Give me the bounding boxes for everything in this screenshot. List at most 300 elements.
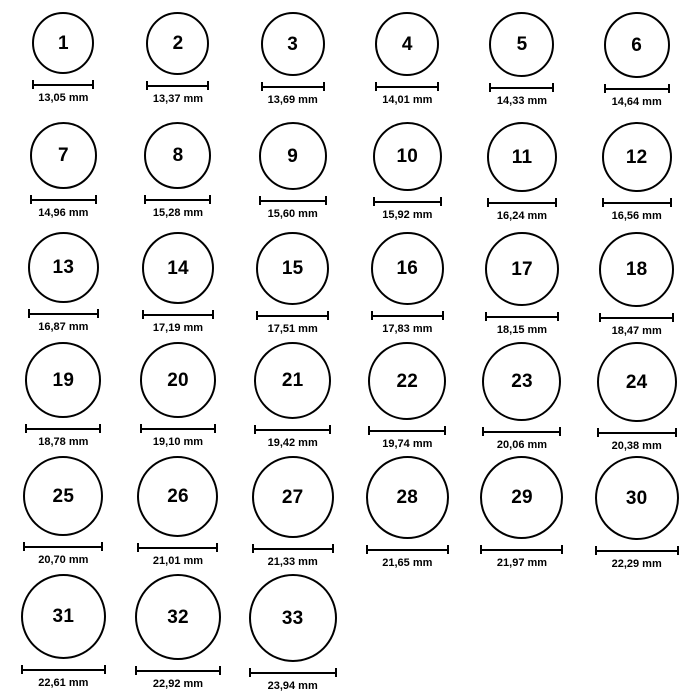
ring-measurement (140, 424, 216, 448)
ring-size-cell[interactable] (579, 452, 694, 570)
ring-circle[interactable] (21, 574, 106, 659)
measurement-bar-icon (489, 83, 554, 92)
ring-circle-wrap (254, 342, 331, 419)
ring-circle[interactable] (256, 232, 329, 305)
ring-size-cell[interactable] (121, 452, 236, 570)
ring-circle-wrap (597, 342, 677, 422)
measurement-line (21, 669, 106, 671)
ring-size-number: 33 (281, 607, 304, 629)
ring-size-cell[interactable] (235, 8, 350, 118)
measurement-tick-right (447, 545, 449, 554)
ring-size-number: 4 (401, 33, 413, 55)
ring-circle[interactable] (604, 12, 670, 78)
ring-size-cell[interactable] (121, 570, 236, 692)
measurement-value: 14,01 mm (382, 94, 433, 106)
ring-circle-wrap (261, 12, 325, 76)
ring-circle[interactable] (142, 232, 214, 304)
measurement-value: 20,06 mm (496, 439, 548, 451)
ring-size-number: 5 (516, 34, 528, 55)
measurement-tick-left (602, 198, 604, 207)
measurement-tick-left (254, 425, 256, 434)
ring-size-number: 10 (396, 146, 419, 167)
measurement-tick-right (440, 197, 442, 206)
ring-circle[interactable] (135, 574, 221, 660)
ring-size-cell[interactable] (465, 452, 580, 570)
measurement-value: 13,37 mm (152, 93, 204, 105)
measurement-bar-icon (368, 426, 446, 435)
ring-size-cell[interactable] (235, 570, 350, 692)
ring-size-number: 18 (625, 259, 648, 280)
measurement-value: 20,70 mm (38, 554, 89, 566)
ring-circle-wrap (249, 574, 337, 662)
ring-size-cell[interactable] (235, 118, 350, 228)
measurement-value: 17,83 mm (382, 323, 433, 335)
measurement-value: 18,47 mm (611, 325, 662, 337)
measurement-tick-right (104, 665, 106, 674)
ring-circle-wrap (252, 456, 334, 538)
measurement-tick-left (28, 309, 30, 318)
ring-circle[interactable] (597, 342, 677, 422)
measurement-value: 20,38 mm (611, 440, 662, 452)
measurement-tick-left (597, 428, 599, 437)
ring-size-cell[interactable] (235, 452, 350, 570)
ring-size-grid (6, 8, 694, 692)
measurement-value: 14,33 mm (496, 95, 548, 107)
measurement-line (254, 429, 331, 431)
measurement-tick-right (207, 81, 209, 90)
ring-size-cell[interactable] (6, 228, 121, 338)
measurement-bar-icon (140, 424, 216, 433)
ring-circle[interactable] (489, 12, 554, 77)
ring-measurement (599, 313, 674, 337)
ring-circle[interactable] (144, 122, 211, 189)
ring-circle[interactable] (595, 456, 679, 540)
ring-size-number: 13 (52, 257, 75, 278)
measurement-tick-right (323, 82, 325, 91)
ring-circle[interactable] (140, 342, 216, 418)
ring-measurement (135, 666, 221, 690)
measurement-tick-right (214, 424, 216, 433)
measurement-value: 21,33 mm (267, 556, 318, 568)
ring-measurement (375, 82, 439, 106)
ring-size-cell[interactable] (6, 338, 121, 452)
ring-circle[interactable] (28, 232, 99, 303)
measurement-tick-right (442, 311, 444, 320)
measurement-value: 16,56 mm (611, 210, 662, 222)
measurement-bar-icon (142, 310, 214, 319)
ring-size-number: 31 (52, 606, 75, 627)
ring-circle-wrap (135, 574, 221, 660)
measurement-tick-right (92, 80, 94, 89)
measurement-bar-icon (375, 82, 439, 91)
measurement-tick-right (332, 544, 334, 553)
measurement-value: 22,29 mm (611, 558, 662, 570)
measurement-tick-right (329, 425, 331, 434)
measurement-bar-icon (23, 542, 103, 551)
measurement-tick-right (668, 84, 670, 93)
measurement-bar-icon (256, 311, 329, 320)
ring-measurement (597, 428, 677, 452)
measurement-line (144, 199, 211, 201)
ring-circle[interactable] (137, 456, 218, 537)
measurement-value: 18,15 mm (496, 324, 548, 336)
measurement-bar-icon (597, 428, 677, 437)
ring-measurement (259, 196, 327, 220)
measurement-bar-icon (487, 198, 557, 207)
ring-size-cell[interactable] (121, 338, 236, 452)
ring-circle-wrap (140, 342, 216, 418)
measurement-line (28, 313, 99, 315)
measurement-tick-left (256, 311, 258, 320)
measurement-tick-left (366, 545, 368, 554)
ring-measurement (252, 544, 334, 568)
ring-circle[interactable] (480, 456, 563, 539)
ring-size-cell[interactable] (6, 570, 121, 692)
measurement-tick-left (140, 424, 142, 433)
ring-measurement (604, 84, 670, 108)
ring-circle-wrap (28, 232, 99, 303)
ring-circle-wrap (137, 456, 218, 537)
measurement-line (146, 85, 209, 87)
measurement-tick-left (595, 546, 597, 555)
measurement-tick-left (599, 313, 601, 322)
ring-measurement (254, 425, 331, 449)
ring-measurement (256, 311, 329, 335)
ring-circle-wrap (599, 232, 674, 307)
measurement-value: 22,61 mm (38, 677, 89, 689)
ring-measurement (371, 311, 444, 335)
measurement-line (256, 315, 329, 317)
ring-circle[interactable] (487, 122, 557, 192)
measurement-tick-right (327, 311, 329, 320)
ring-measurement (142, 310, 214, 334)
measurement-tick-right (101, 542, 103, 551)
ring-circle[interactable] (482, 342, 561, 421)
ring-circle[interactable] (599, 232, 674, 307)
ring-size-cell[interactable] (121, 8, 236, 118)
ring-measurement (480, 545, 563, 569)
measurement-tick-right (95, 195, 97, 204)
ring-circle[interactable] (146, 12, 209, 75)
ring-size-number: 1 (57, 32, 69, 54)
measurement-tick-left (259, 196, 261, 205)
measurement-tick-right (335, 668, 337, 677)
ring-size-number: 29 (511, 487, 533, 508)
measurement-tick-right (209, 195, 211, 204)
ring-measurement (373, 197, 442, 221)
measurement-value: 15,92 mm (382, 209, 433, 221)
ring-circle[interactable] (485, 232, 559, 306)
ring-size-number: 24 (625, 371, 648, 393)
ring-circle-wrap (602, 122, 672, 192)
ring-size-cell[interactable] (6, 8, 121, 118)
ring-circle[interactable] (32, 12, 94, 74)
ring-circle[interactable] (368, 342, 446, 420)
measurement-value: 16,87 mm (38, 321, 89, 333)
ring-size-number: 2 (172, 33, 184, 54)
ring-circle-wrap (604, 12, 670, 78)
measurement-value: 18,78 mm (38, 436, 89, 448)
ring-size-number: 21 (281, 370, 304, 391)
ring-size-cell[interactable] (6, 452, 121, 570)
ring-measurement (482, 427, 561, 451)
ring-size-cell[interactable] (121, 228, 236, 338)
measurement-tick-left (32, 80, 34, 89)
measurement-value: 14,96 mm (38, 207, 89, 219)
ring-measurement (595, 546, 679, 570)
ring-circle[interactable] (261, 12, 325, 76)
measurement-bar-icon (249, 668, 337, 677)
ring-circle-wrap (30, 122, 97, 189)
ring-size-cell[interactable] (465, 118, 580, 228)
measurement-value: 19,10 mm (152, 436, 204, 448)
ring-size-number: 23 (511, 371, 533, 392)
ring-measurement (485, 312, 559, 336)
measurement-tick-left (368, 426, 370, 435)
measurement-line (597, 432, 677, 434)
measurement-line (137, 547, 218, 549)
ring-size-number: 25 (52, 485, 75, 507)
ring-size-number: 9 (287, 145, 299, 167)
ring-circle-wrap (25, 342, 101, 418)
ring-size-cell[interactable] (235, 228, 350, 338)
measurement-line (32, 84, 94, 86)
measurement-tick-left (375, 82, 377, 91)
measurement-tick-left (25, 424, 27, 433)
measurement-bar-icon (30, 195, 97, 204)
measurement-tick-left (249, 668, 251, 677)
measurement-tick-left (137, 543, 139, 552)
measurement-tick-right (97, 309, 99, 318)
measurement-bar-icon (146, 81, 209, 90)
measurement-line (595, 550, 679, 552)
ring-size-cell[interactable] (579, 8, 694, 118)
measurement-bar-icon (252, 544, 334, 553)
measurement-bar-icon (485, 312, 559, 321)
ring-circle-wrap (487, 122, 557, 192)
ring-circle-wrap (485, 232, 559, 306)
measurement-tick-left (261, 82, 263, 91)
measurement-line (489, 87, 554, 89)
measurement-tick-right (99, 424, 101, 433)
measurement-tick-left (485, 312, 487, 321)
measurement-value: 13,05 mm (38, 92, 89, 104)
measurement-tick-right (561, 545, 563, 554)
measurement-tick-left (482, 427, 484, 436)
ring-size-cell[interactable] (350, 338, 465, 452)
ring-size-cell[interactable] (579, 118, 694, 228)
ring-measurement (32, 80, 94, 104)
measurement-bar-icon (602, 198, 672, 207)
measurement-value: 14,64 mm (611, 96, 662, 108)
ring-size-number: 3 (287, 33, 299, 55)
ring-size-cell[interactable] (6, 118, 121, 228)
measurement-value: 19,42 mm (267, 437, 318, 449)
ring-circle[interactable] (371, 232, 444, 305)
ring-size-number: 28 (396, 487, 419, 508)
ring-circle-wrap (595, 456, 679, 540)
measurement-bar-icon (366, 545, 449, 554)
ring-circle-wrap (489, 12, 554, 77)
measurement-line (25, 428, 101, 430)
measurement-bar-icon (135, 666, 221, 675)
ring-measurement (366, 545, 449, 569)
ring-size-cell[interactable] (350, 118, 465, 228)
ring-size-cell[interactable] (235, 338, 350, 452)
ring-size-cell[interactable] (465, 338, 580, 452)
measurement-bar-icon (595, 546, 679, 555)
measurement-bar-icon (480, 545, 563, 554)
ring-circle-wrap (23, 456, 103, 536)
measurement-bar-icon (599, 313, 674, 322)
measurement-line (482, 431, 561, 433)
measurement-line (371, 315, 444, 317)
ring-size-number: 6 (631, 34, 643, 56)
measurement-line (366, 549, 449, 551)
measurement-line (373, 201, 442, 203)
ring-circle[interactable] (252, 456, 334, 538)
ring-measurement (28, 309, 99, 333)
ring-size-number: 32 (167, 606, 189, 628)
ring-size-cell[interactable] (350, 8, 465, 118)
ring-circle[interactable] (30, 122, 97, 189)
measurement-tick-left (604, 84, 606, 93)
measurement-line (599, 317, 674, 319)
ring-size-cell[interactable] (350, 228, 465, 338)
measurement-tick-right (557, 312, 559, 321)
measurement-bar-icon (25, 424, 101, 433)
measurement-line (23, 546, 103, 548)
ring-circle-wrap (368, 342, 446, 420)
measurement-line (135, 670, 221, 672)
ring-circle[interactable] (25, 342, 101, 418)
measurement-line (30, 199, 97, 201)
ring-measurement (146, 81, 209, 105)
ring-circle[interactable] (602, 122, 672, 192)
ring-circle[interactable] (254, 342, 331, 419)
ring-size-number: 12 (625, 146, 648, 168)
ring-size-cell[interactable] (350, 452, 465, 570)
ring-circle[interactable] (373, 122, 442, 191)
measurement-tick-right (559, 427, 561, 436)
ring-measurement (249, 668, 337, 692)
ring-size-number: 7 (57, 145, 69, 166)
ring-circle-wrap (256, 232, 329, 305)
measurement-bar-icon (261, 82, 325, 91)
measurement-line (259, 200, 327, 202)
ring-circle[interactable] (259, 122, 327, 190)
ring-size-number: 30 (625, 487, 648, 509)
ring-circle-wrap (259, 122, 327, 190)
measurement-line (368, 430, 446, 432)
measurement-tick-left (371, 311, 373, 320)
ring-circle-wrap (482, 342, 561, 421)
ring-size-number: 17 (511, 258, 533, 280)
measurement-tick-right (552, 83, 554, 92)
ring-measurement (261, 82, 325, 106)
measurement-line (602, 202, 672, 204)
ring-size-cell[interactable] (465, 228, 580, 338)
measurement-tick-left (480, 545, 482, 554)
ring-circle[interactable] (23, 456, 103, 536)
measurement-tick-left (373, 197, 375, 206)
ring-size-number: 11 (511, 146, 533, 168)
ring-measurement (368, 426, 446, 450)
ring-measurement (25, 424, 101, 448)
ring-size-number: 15 (281, 258, 304, 279)
ring-circle-wrap (142, 232, 214, 304)
ring-measurement (489, 83, 554, 107)
measurement-value: 19,74 mm (382, 438, 433, 450)
measurement-bar-icon (604, 84, 670, 93)
measurement-tick-right (444, 426, 446, 435)
measurement-bar-icon (137, 543, 218, 552)
measurement-value: 21,01 mm (152, 555, 204, 567)
ring-size-cell[interactable] (121, 118, 236, 228)
ring-measurement (137, 543, 218, 567)
measurement-value: 23,94 mm (267, 680, 318, 692)
ring-circle-wrap (375, 12, 439, 76)
measurement-bar-icon (144, 195, 211, 204)
measurement-bar-icon (28, 309, 99, 318)
measurement-line (487, 202, 557, 204)
ring-size-number: 27 (281, 486, 304, 508)
measurement-line (142, 314, 214, 316)
measurement-line (261, 86, 325, 88)
ring-circle-wrap (371, 232, 444, 305)
ring-measurement (144, 195, 211, 219)
measurement-value: 13,69 mm (267, 94, 318, 106)
measurement-bar-icon (482, 427, 561, 436)
measurement-bar-icon (373, 197, 442, 206)
ring-measurement (21, 665, 106, 689)
ring-circle[interactable] (366, 456, 449, 539)
ring-circle[interactable] (375, 12, 439, 76)
measurement-tick-left (30, 195, 32, 204)
measurement-value: 17,51 mm (267, 323, 318, 335)
measurement-line (480, 549, 563, 551)
measurement-bar-icon (21, 665, 106, 674)
ring-size-cell[interactable] (579, 228, 694, 338)
measurement-value: 17,19 mm (152, 322, 204, 334)
ring-measurement (602, 198, 672, 222)
measurement-tick-right (212, 310, 214, 319)
ring-size-number: 14 (167, 257, 189, 279)
measurement-line (140, 428, 216, 430)
measurement-value: 15,28 mm (152, 207, 204, 219)
ring-circle-wrap (480, 456, 563, 539)
ring-size-cell[interactable] (579, 338, 694, 452)
measurement-value: 21,97 mm (496, 557, 548, 569)
ring-size-number: 26 (167, 486, 189, 507)
ring-circle[interactable] (249, 574, 337, 662)
measurement-tick-left (142, 310, 144, 319)
ring-circle-wrap (366, 456, 449, 539)
ring-size-number: 19 (52, 369, 75, 391)
measurement-bar-icon (254, 425, 331, 434)
measurement-tick-left (487, 198, 489, 207)
ring-size-number: 16 (396, 258, 419, 279)
measurement-tick-right (216, 543, 218, 552)
measurement-line (252, 548, 334, 550)
measurement-tick-right (219, 666, 221, 675)
measurement-value: 16,24 mm (496, 210, 548, 222)
ring-size-number: 20 (167, 369, 189, 391)
ring-size-cell[interactable] (465, 8, 580, 118)
ring-size-number: 8 (172, 145, 184, 166)
measurement-line (485, 316, 559, 318)
measurement-tick-right (672, 313, 674, 322)
